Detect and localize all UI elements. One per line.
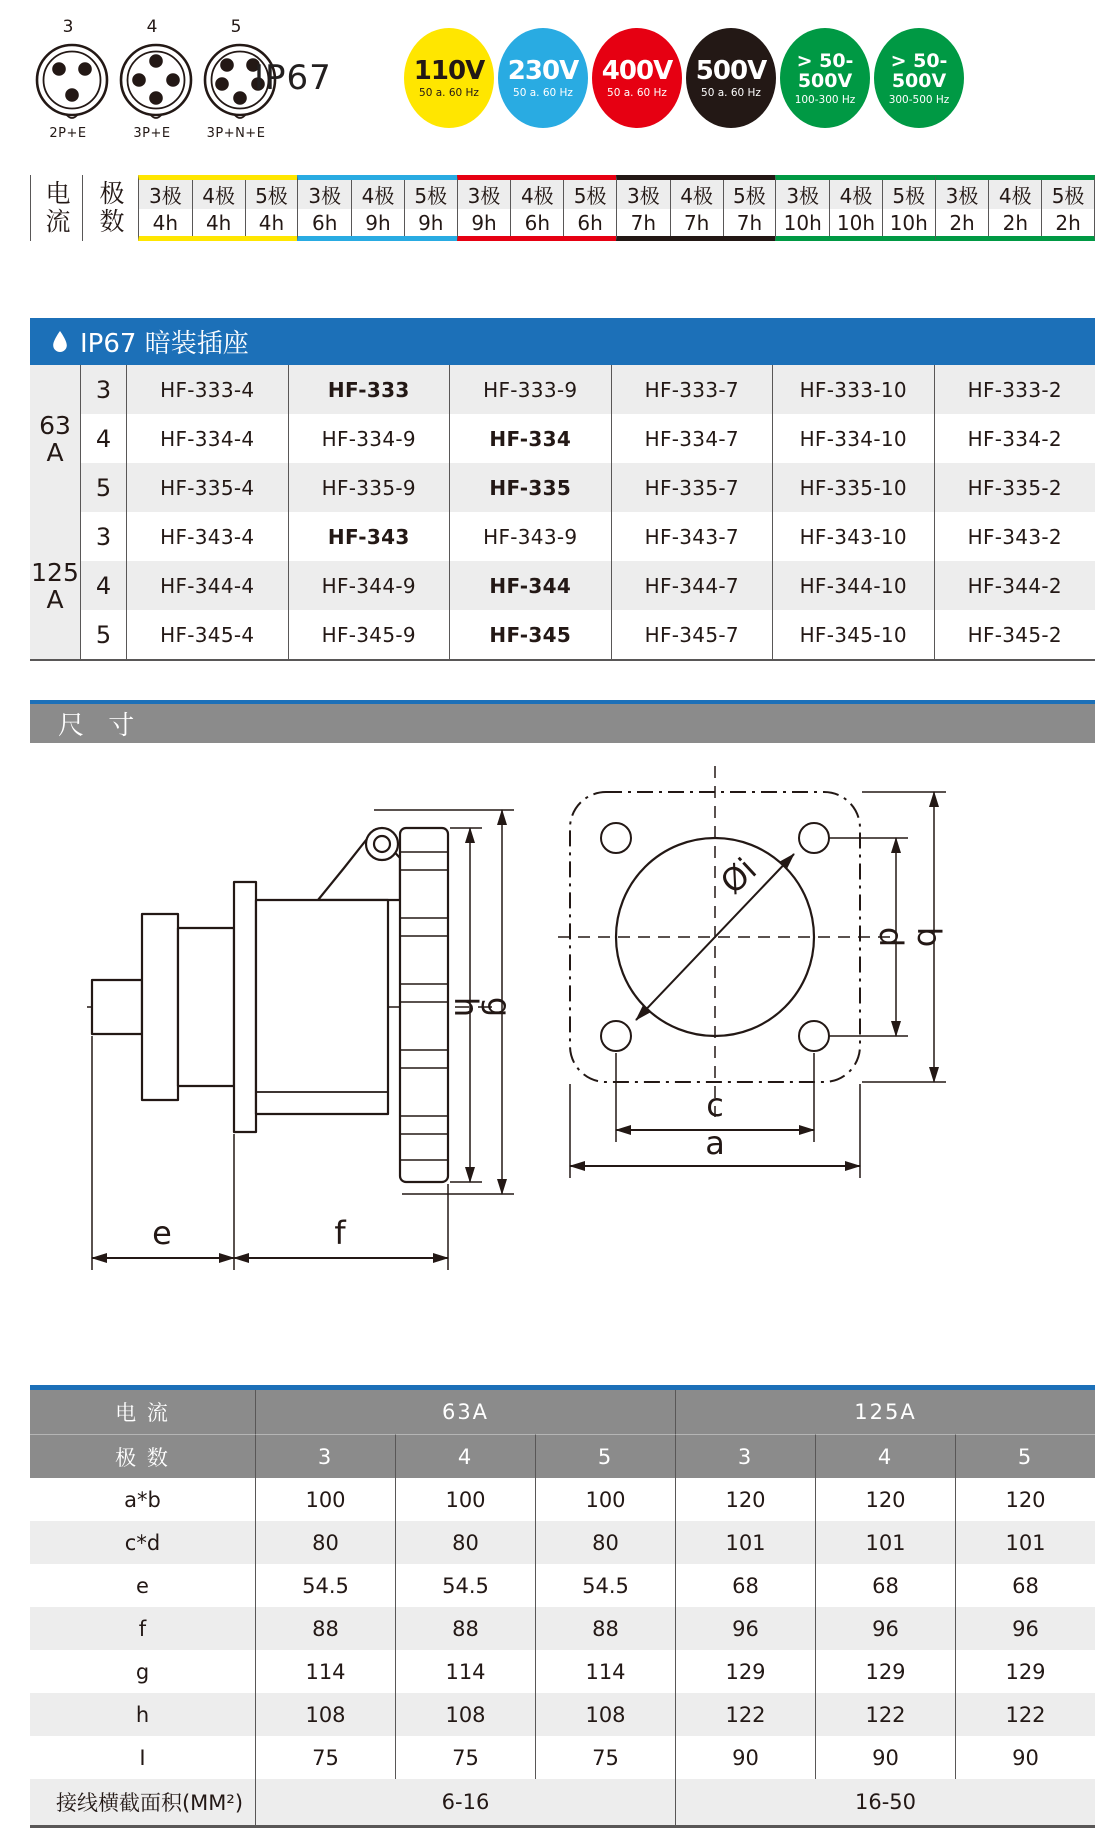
pole-header-cell: 4极	[670, 180, 723, 209]
hour-value-cell: 7h	[723, 209, 776, 236]
wire-area-label: 接线横截面积(MM²)	[30, 1779, 255, 1825]
wire-area-125a-value: 16-50	[675, 1779, 1095, 1825]
hour-table-current-header: 电流	[30, 175, 82, 241]
hour-value-cell: 7h	[670, 209, 723, 236]
dim-pole-cell: 5	[955, 1434, 1095, 1478]
dim-row-label: h	[30, 1693, 255, 1736]
dim-value-cell: 101	[955, 1521, 1095, 1564]
pole-header-cell: 3极	[936, 180, 989, 209]
model-cell: HF-335	[449, 463, 611, 512]
model-cell: HF-335-7	[611, 463, 773, 512]
model-cell: HF-334-10	[772, 414, 934, 463]
dim-value-cell: 68	[815, 1564, 955, 1607]
dim-value-cell: 120	[815, 1478, 955, 1521]
dim-value-cell: 120	[675, 1478, 815, 1521]
dim-value-cell: 114	[255, 1650, 395, 1693]
dim-label-b: b	[910, 926, 948, 948]
dim-value-cell: 96	[675, 1607, 815, 1650]
connector-pin-count: 5	[230, 17, 242, 37]
dim-label-h: h	[447, 996, 485, 1018]
pole-header-cell: 3极	[617, 180, 670, 209]
dim-value-cell: 54.5	[535, 1564, 675, 1607]
model-cell: HF-345-9	[288, 610, 450, 659]
model-cell: HF-343-4	[126, 512, 288, 561]
dimensions-banner	[30, 700, 1095, 743]
model-cell: HF-334-4	[126, 414, 288, 463]
pole-count-cell: 3	[80, 512, 126, 561]
dimensions-title: 尺 寸	[58, 711, 143, 741]
dim-current-header: 电 流	[30, 1390, 255, 1434]
dim-value-cell: 101	[675, 1521, 815, 1564]
dim-label-e: e	[152, 1214, 172, 1252]
connector-face-3pin-icon	[32, 38, 112, 124]
dim-value-cell: 80	[255, 1521, 395, 1564]
voltage-frequency: 50 a. 60 Hz	[513, 86, 573, 99]
dim-poles-header: 极 数	[30, 1434, 255, 1478]
model-cell: HF-344-4	[126, 561, 288, 610]
pole-header-cell: 5极	[563, 180, 616, 209]
coupler-ring	[400, 828, 448, 1182]
connector-wiring-label: 3P+E	[133, 126, 171, 141]
connector-diagrams	[32, 16, 272, 141]
dim-63a-header: 63A	[255, 1390, 675, 1434]
dim-value-cell: 90	[675, 1736, 815, 1779]
dim-value-cell: 108	[395, 1693, 535, 1736]
rear-cap	[142, 914, 178, 1100]
dim-value-cell: 88	[255, 1607, 395, 1650]
hour-value-cell: 10h	[882, 209, 935, 236]
model-cell: HF-344	[449, 561, 611, 610]
voltage-frequency: 50 a. 60 Hz	[419, 86, 479, 99]
voltage-value: 500V	[695, 55, 767, 86]
voltage-frequency: 50 a. 60 Hz	[607, 86, 667, 99]
model-cell: HF-335-9	[288, 463, 450, 512]
dim-value-cell: 75	[395, 1736, 535, 1779]
connector-pin-count: 3	[62, 17, 74, 37]
model-cell: HF-344-9	[288, 561, 450, 610]
hour-value-cell: 10h	[783, 210, 822, 235]
hour-value-cell: 4h	[152, 210, 179, 235]
voltage-frequency: 300-500 Hz	[888, 93, 950, 106]
connector-diagram-4pin	[116, 16, 188, 141]
pole-header-cell: 3极	[458, 180, 511, 209]
pole-header-cell: 5极	[882, 180, 935, 209]
cable-entry	[92, 980, 142, 1034]
dim-value-cell: 100	[535, 1478, 675, 1521]
voltage-badges	[404, 28, 964, 128]
dim-row-label: c*d	[30, 1521, 255, 1564]
dim-value-cell: 108	[535, 1693, 675, 1736]
dim-label-c: c	[706, 1086, 724, 1124]
dim-value-cell: 90	[815, 1736, 955, 1779]
dim-value-cell: 90	[955, 1736, 1095, 1779]
dim-value-cell: 68	[955, 1564, 1095, 1607]
dim-value-cell: 108	[255, 1693, 395, 1736]
pole-header-cell: 4极	[351, 180, 404, 209]
hour-group-230v	[297, 175, 456, 241]
model-cell: HF-345	[449, 610, 611, 659]
dim-value-cell: 100	[395, 1478, 535, 1521]
mounting-hole	[601, 823, 631, 853]
pole-count-cell: 3	[80, 365, 126, 414]
hour-table-poles-header: 极数	[82, 175, 138, 241]
pole-hour-table	[30, 175, 1095, 241]
model-cell: HF-343-2	[934, 512, 1096, 561]
voltage-value: > 50- 500V	[796, 49, 854, 92]
model-cell: HF-345-7	[611, 610, 773, 659]
water-drop-icon	[52, 331, 68, 353]
model-cell: HF-343-9	[449, 512, 611, 561]
voltage-value: > 50- 500V	[890, 49, 948, 92]
model-cell: HF-333	[288, 365, 450, 414]
dim-value-cell: 68	[675, 1564, 815, 1607]
pole-count-cell: 4	[80, 414, 126, 463]
amp-group-header-125a: 125 A	[30, 512, 80, 659]
dim-pole-cell: 5	[535, 1434, 675, 1478]
dim-value-cell: 88	[395, 1607, 535, 1650]
dim-value-cell: 122	[675, 1693, 815, 1736]
product-banner	[30, 318, 1095, 365]
dim-label-d: d	[872, 926, 910, 948]
pole-count-cell: 5	[80, 610, 126, 659]
pole-header-cell: 4极	[510, 180, 563, 209]
pole-header-cell: 5极	[723, 180, 776, 209]
dim-value-cell: 101	[815, 1521, 955, 1564]
model-cell: HF-333-4	[126, 365, 288, 414]
hour-value-cell: 2h	[988, 209, 1041, 236]
dim-value-cell: 75	[255, 1736, 395, 1779]
pole-header-cell: 5极	[1041, 180, 1094, 209]
hour-value-cell: 4h	[245, 209, 298, 236]
model-cell: HF-333-9	[449, 365, 611, 414]
hour-group-50-500v-low	[775, 175, 934, 241]
dim-label-f: f	[334, 1214, 346, 1252]
product-table	[30, 365, 1095, 661]
dim-pole-cell: 4	[815, 1434, 955, 1478]
pole-header-cell: 3极	[298, 180, 351, 209]
voltage-badge-400v	[592, 28, 682, 128]
hour-value-cell: 10h	[829, 209, 882, 236]
voltage-value: 110V	[413, 55, 485, 86]
dim-value-cell: 88	[535, 1607, 675, 1650]
mounting-hole	[799, 1021, 829, 1051]
technical-drawings	[30, 762, 1095, 1367]
dim-value-cell: 129	[815, 1650, 955, 1693]
pole-header-cell: 5极	[245, 180, 298, 209]
wire-area-63a-value: 6-16	[255, 1779, 675, 1825]
dim-value-cell: 122	[955, 1693, 1095, 1736]
connector-diagram-3pin	[32, 16, 104, 141]
pole-header-cell: 4极	[988, 180, 1041, 209]
mounting-hole	[601, 1021, 631, 1051]
dim-pole-cell: 3	[255, 1434, 395, 1478]
model-cell: HF-343-7	[611, 512, 773, 561]
hour-group-110v	[138, 175, 297, 241]
pole-header-cell: 4极	[829, 180, 882, 209]
voltage-value: 400V	[601, 55, 673, 86]
voltage-badge-500v	[686, 28, 776, 128]
side-view-drawing	[82, 762, 552, 1322]
dim-row-label: g	[30, 1650, 255, 1693]
dim-value-cell: 122	[815, 1693, 955, 1736]
model-cell: HF-344-2	[934, 561, 1096, 610]
pole-header-cell: 5极	[404, 180, 457, 209]
dim-row-label: e	[30, 1564, 255, 1607]
hour-value-cell: 9h	[471, 210, 497, 235]
voltage-badge-50-500v-high	[874, 28, 964, 128]
pole-count-cell: 5	[80, 463, 126, 512]
dim-pole-cell: 4	[395, 1434, 535, 1478]
dim-value-cell: 129	[675, 1650, 815, 1693]
model-cell: HF-335-10	[772, 463, 934, 512]
model-cell: HF-333-2	[934, 365, 1096, 414]
dim-value-cell: 120	[955, 1478, 1095, 1521]
model-cell: HF-344-10	[772, 561, 934, 610]
model-cell: HF-344-7	[611, 561, 773, 610]
rear-body	[178, 928, 234, 1086]
dim-value-cell: 54.5	[395, 1564, 535, 1607]
model-cell: HF-345-10	[772, 610, 934, 659]
dim-label-a: a	[705, 1124, 725, 1162]
voltage-badge-110v	[404, 28, 494, 128]
dim-pole-cell: 3	[675, 1434, 815, 1478]
dim-value-cell: 100	[255, 1478, 395, 1521]
model-cell: HF-345-4	[126, 610, 288, 659]
voltage-frequency: 50 a. 60 Hz	[701, 86, 761, 99]
connector-wiring-label: 3P+N+E	[206, 126, 266, 141]
model-cell: HF-343-10	[772, 512, 934, 561]
dim-value-cell: 129	[955, 1650, 1095, 1693]
hour-group-500v	[616, 175, 775, 241]
connector-face-4pin-icon	[116, 38, 196, 124]
dim-label-g: g	[480, 996, 518, 1018]
dim-value-cell: 80	[535, 1521, 675, 1564]
voltage-badge-230v	[498, 28, 588, 128]
dim-row-label: a*b	[30, 1478, 255, 1521]
hour-value-cell: 6h	[563, 209, 616, 236]
dim-value-cell: 114	[395, 1650, 535, 1693]
front-view-drawing	[550, 762, 990, 1322]
model-cell: HF-334-7	[611, 414, 773, 463]
dim-row-label: I	[30, 1736, 255, 1779]
model-cell: HF-334	[449, 414, 611, 463]
ip-rating-text: IP67	[254, 58, 332, 98]
dim-row-label: f	[30, 1607, 255, 1650]
hour-value-cell: 6h	[510, 209, 563, 236]
mounting-hole	[799, 823, 829, 853]
model-cell: HF-335-2	[934, 463, 1096, 512]
hour-value-cell: 9h	[404, 209, 457, 236]
model-cell: HF-334-2	[934, 414, 1096, 463]
dim-value-cell: 80	[395, 1521, 535, 1564]
connector-wiring-label: 2P+E	[49, 126, 87, 141]
amp-group-header-63a: 63 A	[30, 365, 80, 512]
dim-value-cell: 114	[535, 1650, 675, 1693]
socket-body	[256, 900, 388, 1114]
dim-value-cell: 54.5	[255, 1564, 395, 1607]
hour-group-400v	[457, 175, 616, 241]
connector-pin-count: 4	[146, 17, 158, 37]
voltage-badge-50-500v-low	[780, 28, 870, 128]
pole-header-cell: 3极	[139, 180, 192, 209]
hour-group-50-500v-high	[935, 175, 1095, 241]
product-title: IP67 暗装插座	[80, 329, 249, 359]
model-cell: HF-334-9	[288, 414, 450, 463]
dim-label-diameter: Øi	[713, 850, 764, 902]
hour-value-cell: 2h	[949, 210, 975, 235]
hour-value-cell: 9h	[351, 209, 404, 236]
pole-count-cell: 4	[80, 561, 126, 610]
pole-header-cell: 4极	[192, 180, 245, 209]
dim-value-cell: 75	[535, 1736, 675, 1779]
pole-header-cell: 3极	[776, 180, 829, 209]
hour-value-cell: 6h	[312, 210, 338, 235]
dim-125a-header: 125A	[675, 1390, 1095, 1434]
dim-value-cell: 96	[955, 1607, 1095, 1650]
hour-value-cell: 7h	[630, 210, 657, 235]
dimension-table	[30, 1385, 1095, 1828]
hinge-hub	[366, 828, 398, 860]
model-cell: HF-333-10	[772, 365, 934, 414]
model-cell: HF-333-7	[611, 365, 773, 414]
model-cell: HF-335-4	[126, 463, 288, 512]
model-cell: HF-345-2	[934, 610, 1096, 659]
voltage-frequency: 100-300 Hz	[794, 93, 856, 106]
hour-value-cell: 4h	[192, 209, 245, 236]
voltage-value: 230V	[507, 55, 579, 86]
model-cell: HF-343	[288, 512, 450, 561]
dim-value-cell: 96	[815, 1607, 955, 1650]
hour-value-cell: 2h	[1041, 209, 1094, 236]
flange-plate	[234, 882, 256, 1132]
